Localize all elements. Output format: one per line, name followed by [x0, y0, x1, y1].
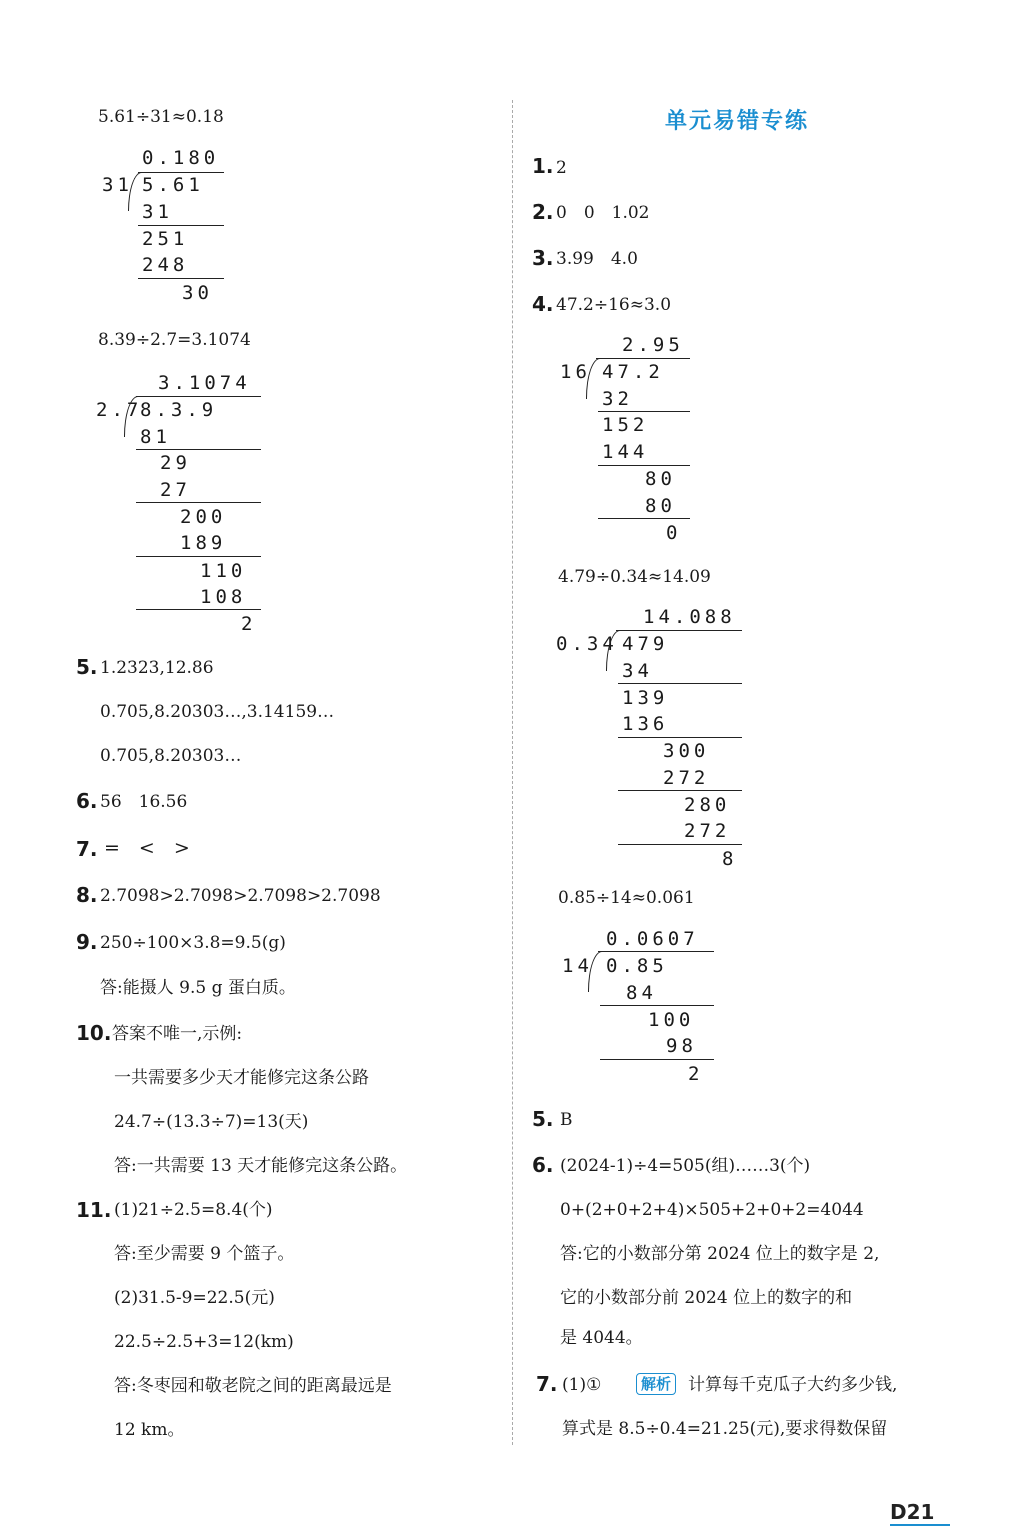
answer-line: 答:冬枣园和敬老院之间的距离最远是	[114, 1376, 392, 1396]
item-number: 11.	[76, 1198, 112, 1222]
step: 81	[140, 426, 171, 448]
step: 29	[160, 452, 191, 474]
item-number: 7.	[536, 1372, 558, 1396]
remainder: 0	[666, 522, 682, 544]
remainder: 30	[182, 282, 213, 304]
answer-line: 算式是 8.5÷0.4=21.25(元),要求得数保留	[562, 1419, 888, 1439]
answer-line: 计算每千克瓜子大约多少钱,	[688, 1375, 898, 1395]
step: 31	[142, 201, 173, 223]
answer-line: B	[560, 1110, 573, 1130]
answer-line: (2024-1)÷4=505(组)……3(个)	[560, 1156, 811, 1176]
rule	[138, 278, 224, 279]
rule	[598, 951, 714, 952]
answer-line: 答:至少需要 9 个篮子。	[114, 1244, 295, 1264]
item-number: 5.	[532, 1107, 554, 1131]
rule	[598, 411, 690, 412]
rule	[618, 737, 742, 738]
item-number: 3.	[532, 246, 554, 270]
answer-line: = < >	[104, 837, 190, 859]
answer-line: 答:它的小数部分第 2024 位上的数字是 2,	[560, 1244, 880, 1264]
column-separator	[512, 100, 513, 1445]
dividend: 5.61	[142, 174, 204, 196]
item-number: 8.	[76, 883, 98, 907]
step: 272	[663, 767, 710, 789]
dividend: 47.2	[602, 361, 664, 383]
dividend: 0.85	[606, 955, 668, 977]
rule	[138, 225, 224, 226]
rule	[138, 172, 224, 173]
step: 100	[648, 1009, 695, 1031]
item-number: 5.	[76, 655, 98, 679]
rule	[136, 396, 261, 397]
answer-line: 它的小数部分前 2024 位上的数字的和	[560, 1288, 853, 1308]
rule	[600, 1005, 714, 1006]
answer-line: 是 4044。	[560, 1328, 643, 1348]
quotient: 0.0607	[606, 928, 699, 950]
item-number: 9.	[76, 930, 98, 954]
analysis-tag-label: 解析	[636, 1373, 676, 1395]
step: 300	[663, 740, 710, 762]
rule	[136, 502, 261, 503]
step: 80	[645, 495, 676, 517]
remainder: 2	[241, 613, 257, 635]
answer-line: (2)31.5-9=22.5(元)	[114, 1288, 275, 1308]
quotient: 2.95	[622, 334, 684, 356]
item-number: 4.	[532, 292, 554, 316]
step: 80	[645, 468, 676, 490]
step: 144	[602, 441, 649, 463]
divisor: 0.34	[556, 633, 618, 655]
quotient: 14.088	[643, 606, 736, 628]
answer-line: 24.7÷(13.3÷7)=13(天)	[114, 1112, 309, 1132]
step: 272	[684, 820, 731, 842]
item-number: 6.	[532, 1153, 554, 1177]
answer-line: 答案不唯一,示例:	[112, 1024, 243, 1044]
item-number: 10.	[76, 1021, 112, 1045]
answer-line: 250÷100×3.8=9.5(g)	[100, 933, 286, 953]
rule	[598, 465, 690, 466]
step: 98	[666, 1035, 697, 1057]
step: 139	[622, 687, 669, 709]
divisor: 14	[562, 955, 593, 977]
step: 32	[602, 388, 633, 410]
step: 189	[180, 532, 227, 554]
answer-line: (1)21÷2.5=8.4(个)	[114, 1200, 273, 1220]
answer-line: 0.705,8.20303…,3.14159…	[100, 702, 335, 722]
rule	[596, 358, 690, 359]
remainder: 2	[688, 1063, 704, 1085]
rule	[616, 630, 742, 631]
step: 34	[622, 660, 653, 682]
rule	[598, 518, 690, 519]
answer-line: (1)①	[562, 1375, 602, 1395]
page-number-underline	[890, 1524, 950, 1526]
page-number: D21	[890, 1500, 935, 1524]
answer-line: 一共需要多少天才能修完这条公路	[114, 1068, 369, 1088]
item-number: 1.	[532, 154, 554, 178]
answer-line: 0.85÷14≈0.061	[558, 888, 695, 908]
step: 110	[200, 560, 247, 582]
rule	[618, 683, 742, 684]
step: 84	[626, 982, 657, 1004]
divisor: 16	[560, 361, 591, 383]
rule	[600, 1059, 714, 1060]
rule	[618, 790, 742, 791]
item-number: 7.	[76, 837, 98, 861]
rule	[136, 449, 261, 450]
step: 280	[684, 794, 731, 816]
eq-5-61-div-31: 5.61÷31≈0.18	[98, 107, 224, 127]
answer-line: 0+(2+0+2+4)×505+2+0+2=4044	[560, 1200, 864, 1220]
answer-line: 答:一共需要 13 天才能修完这条公路。	[114, 1156, 408, 1176]
answer-line: 2.7098>2.7098>2.7098>2.7098	[100, 886, 381, 906]
divisor: 2.7	[96, 399, 143, 421]
rule	[136, 556, 261, 557]
step: 152	[602, 414, 649, 436]
step: 248	[142, 254, 189, 276]
answer-line: 3.99 4.0	[556, 249, 638, 269]
step: 27	[160, 479, 191, 501]
answer-line: 答:能摄人 9.5 g 蛋白质。	[100, 978, 296, 998]
quotient: 0.180	[142, 147, 220, 169]
dividend: 479	[622, 633, 669, 655]
step: 108	[200, 586, 247, 608]
rule	[136, 609, 261, 610]
answer-line: 0.705,8.20303…	[100, 746, 242, 766]
section-title: 单元易错专练	[665, 109, 810, 134]
remainder: 8	[722, 848, 738, 870]
step: 200	[180, 506, 227, 528]
answer-line: 47.2÷16≈3.0	[556, 295, 672, 315]
answer-line: 0 0 1.02	[556, 203, 650, 223]
answer-line: 12 km。	[114, 1420, 185, 1440]
answer-line: 2	[556, 158, 567, 178]
quotient: 3.1074	[158, 372, 251, 394]
dividend: 8.3.9	[140, 399, 218, 421]
divisor: 31	[102, 174, 133, 196]
item-number: 2.	[532, 200, 554, 224]
item-number: 6.	[76, 789, 98, 813]
rule	[618, 844, 742, 845]
answer-line: 1.2323,12.86	[100, 658, 214, 678]
step: 251	[142, 228, 189, 250]
eq-8-39-div-2-7: 8.39÷2.7=3.1074	[98, 330, 251, 350]
answer-line: 22.5÷2.5+3=12(km)	[114, 1332, 294, 1352]
answer-line: 4.79÷0.34≈14.09	[558, 567, 711, 587]
analysis-tag	[636, 1373, 676, 1395]
answer-line: 56 16.56	[100, 792, 188, 812]
step: 136	[622, 713, 669, 735]
